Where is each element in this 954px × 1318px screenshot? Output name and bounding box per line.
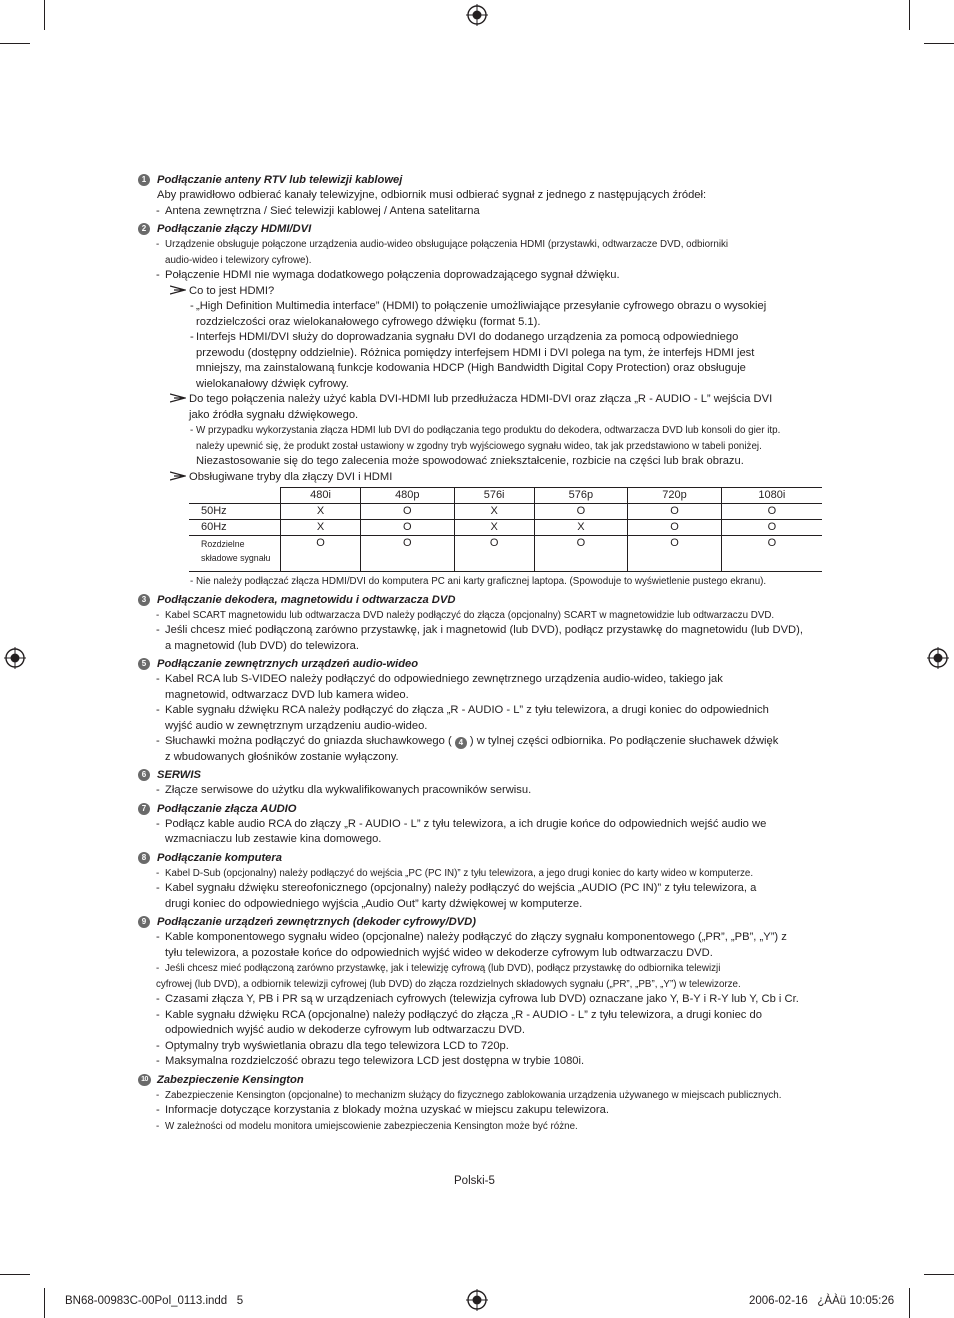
section-computer [137,851,827,913]
crop-mark [909,0,910,30]
sub-bullet-item: - W przypadku wykorzystania złącza HDMI lub DVI do podłączania tego produktu do dekodera, odtwarzacza DVD lub konsoli do gier itp. [137,423,827,439]
file-slug: BN68-00983C-00Pol_0113.indd 5 [65,1295,244,1307]
section-number-badge: 10 [138,1074,151,1086]
section-title: Podłączanie anteny RTV lub telewizji kablowej [157,174,403,186]
section-digital-decoder [137,915,827,1070]
table-cell: O [361,504,455,520]
section-audio [137,802,827,848]
section-number-badge: 8 [138,852,150,864]
note-item [137,470,827,486]
bullet-item: - Urządzenie obsługuje połączone urządzenia audio-wideo obsługujące połączenia HDMI (przystawki, odtwarzacze DVD, odbiorniki [137,237,827,253]
table-cell: O [628,536,722,572]
table-cell: O [281,536,361,572]
bullet-item [137,734,827,750]
sub-bullet-item: - „High Definition Multimedia interface” (HDMI) to połączenie umożliwiające przesyłanie cyfrowego obrazu o wysokiej [137,299,827,315]
crop-mark [909,1288,910,1318]
table-row-label-line: Rozdzielne [201,539,245,549]
note-arrow-icon [170,285,186,295]
section-kensington [137,1073,827,1135]
table-cell: O [628,504,722,520]
bullet-continuation: audio-wideo i telewizory cyfrowe). [165,254,312,266]
table-corner-cell [189,488,281,504]
note-continuation: jako źródła sygnału dźwiękowego. [189,408,359,421]
section-heading [137,657,827,672]
table-cell: O [454,536,534,572]
note-text: Co to jest HDMI? [189,284,275,297]
section-number-badge: 2 [138,223,150,235]
section-heading [137,915,827,930]
table-cell: O [721,520,822,536]
supported-modes-table [189,487,822,572]
bullet-continuation: cyfrowej (lub DVD), a odbiornik telewizji cyfrowej (lub DVD) do złącza rozdzielnych składowych sygnału („PR”, „PB”, „Y”) w telewizorze. [156,978,741,990]
bullet-continuation: odpowiednich wyjść audio w dekoderze cyfrowym lub odtwarzaczu DVD. [165,1024,526,1036]
bullet-item: - Kable sygnału dźwięku RCA (opcjonalne) należy podłączyć do złącza „R - AUDIO - L” z tyłu telewizora, a drugi koniec do [137,1008,827,1024]
note-arrow-icon [170,393,186,403]
section-heading [137,1073,827,1088]
table-cell: O [534,504,628,520]
crop-mark [0,1274,30,1275]
sub-bullet-continuation: rozdzielczości oraz wielokanałowego cyfrowego dźwięku (format 5.1). [196,315,541,328]
bullet-text: ) w tylnej części odbiornika. Po podłączenie słuchawek dźwięk [466,735,779,747]
section-decoder-vcr-dvd [137,593,827,655]
bullet-item: - Jeśli chcesz mieć podłączoną zarówno przystawkę, jak i telewizję cyfrową (lub DVD), podłącz przystawkę do odbiornika telewizji [137,961,827,977]
registration-mark-icon [4,647,26,669]
bullet-item: - Zabezpieczenie Kensington (opcjonalne) to mechanizm służący do fizycznego zablokowania urządzenia używanego w miejscach publicznych. [137,1088,827,1104]
table-cell: O [721,536,822,572]
bullet-item: - Złącze serwisowe do użytku dla wykwalifikowanych pracowników serwisu. [137,783,827,799]
crop-mark [0,43,30,44]
bullet-item: - Kabel D-Sub (opcjonalny) należy podłączyć do wejścia „PC (PC IN)” z tyłu telewizora, a jego drugi koniec do karty wideo w komputerze. [137,866,827,882]
sub-bullet-continuation: Niezastosowanie się do tego zalecenia może spowodować zniekształcenie, rozbicie na części lub brak obrazu. [196,455,744,467]
sub-bullet-continuation: wielokanałowy dźwięk cyfrowy. [196,377,349,390]
section-title: Podłączanie komputera [157,851,282,864]
note-arrow-icon [170,471,186,481]
table-header-cell: 480i [281,488,361,504]
section-heading [137,593,827,608]
bullet-continuation: magnetowid, odtwarzacz DVD lub kamera wideo. [165,688,409,701]
table-header-cell: 576i [454,488,534,504]
paragraph: Aby prawidłowo odbierać kanały telewizyjne, odbiornik musi odbierać sygnał z jednego z następujących źródeł: [157,189,707,201]
registration-mark-icon [466,1289,488,1311]
table-cell: O [361,536,455,572]
bullet-item: - Kabel RCA lub S-VIDEO należy podłączyć do odpowiedniego zewnętrznego urządzenia audio-wideo, takiego jak [137,672,827,688]
bullet-item: - Informacje dotyczące korzystania z blokady można uzyskać w miejscu zakupu telewizora. [137,1103,827,1119]
table-cell: O [628,520,722,536]
table-cell: X [454,504,534,520]
sub-bullet-continuation: należy upewnić się, że produkt został ustawiony w zgodny tryb wyjściowego sygnału wideo, tak jak przedstawiono w tabeli poniżej. [196,440,762,452]
crop-mark [924,1274,954,1275]
section-number-badge: 5 [138,658,150,670]
bullet-item: - Czasami złącza Y, PB i PR są w urządzeniach cyfrowych (telewizja cyfrowa lub DVD) oznaczane jako Y, B-Y i R-Y lub Y, Cb i Cr. [137,992,827,1008]
table-header-cell: 1080i [721,488,822,504]
sub-bullet-item: - Interfejs HDMI/DVI służy do doprowadzania sygnału DVI do dodanego urządzenia za pomocą odpowiedniego [137,330,827,346]
section-number-badge: 4 [455,737,467,749]
timestamp-slug: 2006-02-16 ¿ÀÀü 10:05:26 [749,1295,895,1307]
section-number-badge: 7 [138,803,150,815]
section-heading [137,802,827,817]
bullet-text: Słuchawki można podłączyć do gniazda słuchawkowego ( [165,735,455,747]
table-cell: O [361,520,455,536]
manual-content [137,173,827,1137]
bullet-item: - Kabel sygnału dźwięku stereofonicznego (opcjonalny) należy podłączyć do wejścia „AUDIO (PC IN)” z tyłu telewizora, a [137,881,827,897]
registration-mark-icon [927,647,949,669]
table-cell: O [534,536,628,572]
section-antenna [137,173,827,219]
bullet-item: - Kable komponentowego sygnału wideo (opcjonalne) należy podłączyć do złączy sygnału komponentowego („PR”, „PB”, „Y”) z [137,930,827,946]
table-header-cell: 480p [361,488,455,504]
section-title: Podłączanie zewnętrznych urządzeń audio-wideo [157,658,419,670]
sub-bullet-continuation: mniejszy, ma zainstalowaną funkcje kodowania HDCP (High Bandwidth Digital Copy Protection) oraz obsługuje [196,362,746,374]
table-cell: X [281,520,361,536]
section-heading [137,222,827,237]
table-row-label: 60Hz [189,520,281,536]
note-item [137,284,827,300]
section-heading [137,173,827,188]
section-title: SERWIS [157,769,201,781]
section-title: Podłączanie złączy HDMI/DVI [157,223,312,235]
bullet-item: - Kable sygnału dźwięku RCA należy podłączyć do złącza „R - AUDIO - L” z tyłu telewizora, a drugi koniec do odpowiednich [137,703,827,719]
sub-bullet-continuation: przewodu (dostępny oddzielnie). Różnica pomiędzy interfejsem HDMI i DVI polega na tym, że interfejs HDMI jest [196,346,755,359]
section-title: Podłączanie złącza AUDIO [157,802,297,815]
section-number-badge: 9 [138,916,150,928]
table-row-label-line: składowe sygnału [201,553,271,563]
section-heading [137,768,827,783]
table-cell: X [454,520,534,536]
table-header-row [189,488,822,504]
table-header-cell: 576p [534,488,628,504]
section-hdmi-dvi [137,222,827,590]
crop-mark [44,0,45,30]
bullet-continuation: wzmacniaczu lub zestawie kina domowego. [165,833,382,845]
note-text: Obsługiwane tryby dla złączy DVI i HDMI [189,470,393,483]
bullet-item: - Jeśli chcesz mieć podłączoną zarówno przystawkę, jak i magnetowid (lub DVD), podłącz przystawkę do magnetowidu (lub DVD), [137,623,827,639]
bullet-item: - Podłącz kable audio RCA do złączy „R - AUDIO - L” z tyłu telewizora, a ich drugie końce do odpowiednich wejść audio we [137,817,827,833]
bullet-item: - Optymalny tryb wyświetlania obrazu dla tego telewizora LCD to 720p. [137,1039,827,1055]
section-heading [137,851,827,866]
bullet-item: - Połączenie HDMI nie wymaga dodatkowego połączenia doprowadzającego sygnał dźwięku. [137,268,827,284]
table-cell: X [281,504,361,520]
table-cell: X [534,520,628,536]
bullet-continuation: a magnetowid (lub DVD) do telewizora. [165,639,360,652]
bullet-item: - W zależności od modelu monitora umiejscowienie zabezpieczenia Kensington może być różne. [137,1119,827,1135]
section-number-badge: 6 [138,769,150,781]
page-number: Polski-5 [454,1175,495,1187]
section-number-badge: 3 [138,594,150,606]
table-row [189,520,822,536]
section-external-av [137,657,827,765]
registration-mark-icon [466,4,488,26]
sub-bullet-item: - Nie należy podłączać złącza HDMI/DVI do komputera PC ani karty graficznej laptopa. (Spowoduje to wyświetlenie pustego ekranu). [137,574,827,590]
table-row [189,536,822,572]
table-row-label: 50Hz [189,504,281,520]
bullet-continuation: z wbudowanych głośników zostanie wyłączony. [165,750,399,763]
table-cell: O [721,504,822,520]
note-item [137,392,827,408]
table-header-cell: 720p [628,488,722,504]
bullet-item: - Maksymalna rozdzielczość obrazu tego telewizora LCD jest dostępna w trybie 1080i. [137,1054,827,1070]
bullet-item: - Kabel SCART magnetowidu lub odtwarzacza DVD należy podłączyć do złącza (opcjonalny) SCART w magnetowidzie lub odtwarzaczu DVD. [137,608,827,624]
bullet-continuation: tyłu telewizora, a pozostałe końce do odpowiednich wyjść wideo w dekoderze cyfrowym lub odtwarzaczu DVD. [165,946,713,959]
section-service [137,768,827,799]
bullet-continuation: wyjść audio w zewnętrznym urządzeniu audio-wideo. [165,719,428,732]
table-row [189,504,822,520]
crop-mark [44,1288,45,1318]
bullet-item: - Antena zewnętrzna / Sieć telewizji kablowej / Antena satelitarna [137,204,827,220]
section-title: Podłączanie urządzeń zewnętrznych (dekoder cyfrowy/DVD) [157,916,476,928]
bullet-continuation: drugi koniec do odpowiedniego wyjścia „Audio Out” karty dźwiękowej w komputerze. [165,897,583,910]
section-number-badge: 1 [138,174,150,186]
section-title: Zabezpieczenie Kensington [157,1073,304,1086]
crop-mark [924,43,954,44]
note-text: Do tego połączenia należy użyć kabla DVI-HDMI lub przedłużacza HDMI-DVI oraz złącza „R - AUDIO - L” wejścia DVI [189,393,773,405]
section-title: Podłączanie dekodera, magnetowidu i odtwarzacza DVD [157,593,456,606]
table-row-label [189,536,281,572]
